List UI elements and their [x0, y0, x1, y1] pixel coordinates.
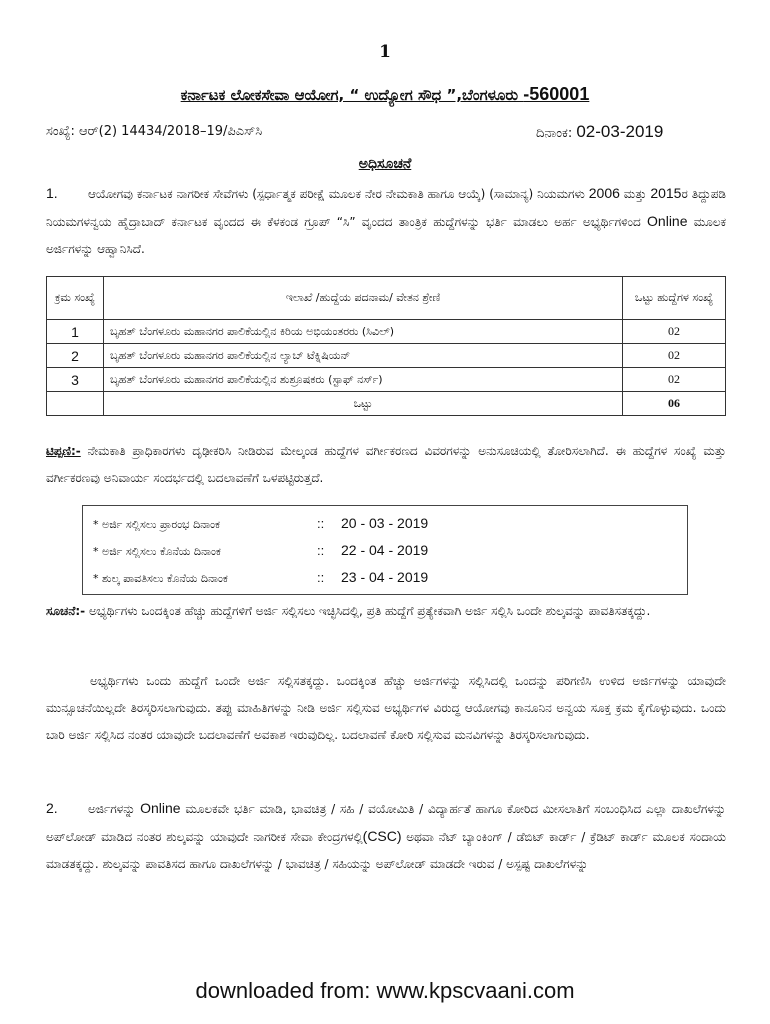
- date-row: [93, 537, 428, 563]
- total-label: ಒಟ್ಟು: [104, 392, 623, 416]
- paragraph-year: 2015: [650, 185, 682, 201]
- note-paragraph: [46, 438, 726, 492]
- row-post: ಬೃಹತ್ ಬೆಂಗಳೂರು ಮಹಾನಗರ ಪಾಲಿಕೆಯಲ್ಲಿನ ಶುಶ್ರೂಷಕರು (ಸ್ಟಾಫ್ ನರ್ಸ್): [104, 368, 623, 392]
- csc-text: (CSC): [362, 828, 402, 844]
- header-count: ಒಟ್ಟು ಹುದ್ದೆಗಳ ಸಂಖ್ಯೆ: [623, 277, 726, 320]
- paragraph-text: ಮೂಲಕ ಅರ್ಜಿಗಳನ್ನು ಆಹ್ವಾನಿಸಿದೆ.: [46, 215, 727, 256]
- paragraph-text: ಆಯೋಗವು ಕರ್ನಾಟಕ ನಾಗರೀಕ ಸೇವೆಗಳು (ಸ್ಪರ್ಧಾತ್ಮಕ ಪರೀಕ್ಷೆ ಮೂಲಕ ನೇರ ನೇಮಕಾತಿ ಹಾಗೂ ಆಯ್ಕೆ) (ಸಾಮಾನ್ಯ) ನಿಯಮಗಳು: [88, 187, 589, 201]
- date-row: [93, 564, 428, 590]
- date-label: ದಿನಾಂಕ:: [536, 126, 577, 141]
- note-text: ನೇಮಕಾತಿ ಪ್ರಾಧಿಕಾರಗಳು ದೃಢೀಕರಿಸಿ ನೀಡಿರುವ ಮೇಲ್ಕಂಡ ಹುದ್ದೆಗಳ ವರ್ಗೀಕರಣದ ವಿವರಗಳನ್ನು ಅನುಸೂಚಿಯಲ್ಲಿ ತೋರಿಸಲಾಗಿದೆ. ಈ ಹುದ್ದೆಗಳ ಸಂಖ್ಯೆ ಮತ್ತು ವರ್ಗೀಕರಣವು ಅನಿವಾರ್ಯ ಸಂದರ್ಭದಲ್ಲಿ ಬದಲಾವಣೆಗೆ ಒಳಪಟ್ಟಿರುತ್ತದೆ.: [46, 444, 726, 485]
- date-value: 02-03-2019: [576, 122, 664, 141]
- paragraph-number: 2.: [46, 800, 58, 816]
- commission-heading: [0, 84, 770, 105]
- total-blank: [47, 392, 104, 416]
- table-header-row: [47, 277, 726, 320]
- row-serial: [47, 344, 104, 368]
- row-serial: [47, 320, 104, 344]
- table-total-row: [47, 392, 726, 416]
- paragraph-text: ಅರ್ಜಿಗಳನ್ನು: [88, 802, 141, 816]
- row-count: 02: [623, 368, 726, 392]
- posts-table: [46, 276, 726, 416]
- date-row-separator: ::: [317, 516, 325, 531]
- date-row-separator: ::: [317, 543, 325, 558]
- notification-date: [536, 122, 663, 142]
- heading-pincode: -560001: [523, 84, 590, 104]
- heading-text: ಕರ್ನಾಟಕ ಲೋಕಸೇವಾ ಆಯೋಗ, “ ಉದ್ಯೋಗ ಸೌಧ ”,ಬೆಂಗಳೂರು: [180, 86, 524, 104]
- date-row-separator: ::: [317, 570, 325, 585]
- date-row-value: 22 - 04 - 2019: [341, 542, 429, 558]
- instruction-text: ಅಭ್ಯರ್ಥಿಗಳು ಒಂದಕ್ಕಿಂತ ಹೆಚ್ಚು ಹುದ್ದೆಗಳಿಗೆ ಅರ್ಜಿ ಸಲ್ಲಿಸಲು ಇಚ್ಛಿಸಿದಲ್ಲಿ, ಪ್ರತಿ ಹುದ್ದೆಗೆ ಪ್ರತ್ಯೇಕವಾಗಿ ಅರ್ಜಿ ಸಲ್ಲಿಸಿ ಒಂದೇ ಶುಲ್ಕವನ್ನು ಪಾವತಿಸತಕ್ಕದ್ದು.: [85, 604, 651, 618]
- reference-number: ಸಂಖ್ಯೆ: ಆರ್(2) 14434/2018–19/ಪಿಎಸ್‌ಸಿ: [46, 124, 263, 139]
- instruction-label: ಸೂಚನೆ:-: [46, 604, 86, 618]
- header-post: ಇಲಾಖೆ /ಹುದ್ದೆಯ ಪದನಾಮ/ ವೇತನ ಶ್ರೇಣಿ: [104, 277, 623, 320]
- date-row: [93, 510, 428, 536]
- paragraph-text: ಮೂಲಕವೇ ಭರ್ತಿ ಮಾಡಿ, ಭಾವಚಿತ್ರ / ಸಹಿ / ವಯೋಮಿತಿ / ವಿದ್ಯಾರ್ಹತೆ ಹಾಗೂ ಕೋರಿದ ಮೀಸಲಾತಿಗೆ ಸಂಬಂಧಿಸಿದ ಎಲ್ಲಾ ದಾಖಲೆಗಳನ್ನು ಅಪ್‌ಲೋಡ್ ಮಾಡಿದ ನಂತರ ಶುಲ್ಕವನ್ನು ಯಾವುದೇ ನಾಗರೀಕ ಸೇವಾ ಕೇಂದ್ರಗಳಲ್ಲಿ: [46, 802, 726, 844]
- row-post: ಬೃಹತ್ ಬೆಂಗಳೂರು ಮಹಾನಗರ ಪಾಲಿಕೆಯಲ್ಲಿನ ಕಿರಿಯ ಅಭಿಯಂತರರು (ಸಿವಿಲ್): [104, 320, 623, 344]
- table-row: [47, 320, 726, 344]
- date-row-label: * ಅರ್ಜಿ ಸಲ್ಲಿಸಲು ಕೊನೆಯ ದಿನಾಂಕ: [93, 545, 221, 558]
- date-row-label: * ಶುಲ್ಕ ಪಾವತಿಸಲು ಕೊನೆಯ ದಿನಾಂಕ: [93, 572, 228, 585]
- online-text: Online: [140, 800, 181, 816]
- serial-number: 1: [71, 323, 79, 340]
- notification-title: ಅಧಿಸೂಚನೆ: [358, 156, 412, 172]
- important-dates-box: [82, 505, 688, 595]
- download-source-footer: downloaded from: www.kpscvaani.com: [195, 978, 575, 1003]
- table-row: [47, 344, 726, 368]
- single-application-paragraph: ಅಭ್ಯರ್ಥಿಗಳು ಒಂದು ಹುದ್ದೆಗೆ ಒಂದೇ ಅರ್ಜಿ ಸಲ್ಲಿಸತಕ್ಕದ್ದು. ಒಂದಕ್ಕಿಂತ ಹೆಚ್ಚು ಅರ್ಜಿಗಳನ್ನು ಸಲ್ಲಿಸಿದಲ್ಲಿ ಒಂದನ್ನು ಪರಿಗಣಿಸಿ ಉಳಿದ ಅರ್ಜಿಗಳನ್ನು ಯಾವುದೇ ಮುನ್ಸೂಚನೆಯಿಲ್ಲದೇ ತಿರಸ್ಕರಿಸಲಾಗುವುದು. ತಪ್ಪು ಮಾಹಿತಿಗಳನ್ನು ನೀಡಿ ಅರ್ಜಿ ಸಲ್ಲಿಸುವ ಅಭ್ಯರ್ಥಿಗಳ ವಿರುದ್ಧ ಆಯೋಗವು ಕಾನೂನಿನ ಅನ್ವಯ ಸೂಕ್ತ ಕ್ರಮ ಕೈಗೊಳ್ಳುವುದು. ಒಂದು ಬಾರಿ ಅರ್ಜಿ ಸಲ್ಲಿಸಿದ ನಂತರ ಯಾವುದೇ ಬದಲಾವಣೆಗೆ ಅವಕಾಶ ಇರುವುದಿಲ್ಲ. ಬದಲಾವಣೆ ಕೋರಿ ಸಲ್ಲಿಸುವ ಮನವಿಗಳನ್ನು ತಿರಸ್ಕರಿಸಲಾಗುವುದು.: [46, 674, 726, 742]
- row-post: ಬೃಹತ್ ಬೆಂಗಳೂರು ಮಹಾನಗರ ಪಾಲಿಕೆಯಲ್ಲಿನ ಲ್ಯಾಬ್ ಟೆಕ್ನಿಷಿಯನ್: [104, 344, 623, 368]
- row-serial: [47, 368, 104, 392]
- date-row-value: 23 - 04 - 2019: [341, 569, 429, 585]
- total-value: 06: [623, 392, 726, 416]
- date-row-value: 20 - 03 - 2019: [341, 515, 429, 531]
- row-count: 02: [623, 344, 726, 368]
- header-serial: ಕ್ರಮ ಸಂಖ್ಯೆ: [47, 277, 104, 320]
- table-row: [47, 368, 726, 392]
- serial-number: 3: [71, 371, 79, 388]
- paragraph-text: ರ ತಿದ್ದುಪಡಿ ನಿಯಮಗಳನ್ವಯ ಹೈದ್ರಾಬಾದ್ ಕರ್ನಾಟಕ ವೃಂದದ ಈ ಕೆಳಕಂಡ ಗ್ರೂಪ್ “ಸಿ” ವೃಂದದ ತಾಂತ್ರಿಕ ಹುದ್ದೆಗಳನ್ನು ಭರ್ತಿ ಮಾಡಲು ಅರ್ಹ ಅಭ್ಯರ್ಥಿಗಳಿಂದ: [46, 187, 726, 229]
- paragraph-2: [46, 795, 726, 878]
- online-text: Online: [647, 213, 688, 229]
- instruction-paragraph: [46, 598, 726, 625]
- paragraph-number: 1.: [46, 185, 58, 201]
- paragraph-text: ಅಥವಾ ನೆಟ್ ಬ್ಯಾಂಕಿಂಗ್ / ಡೆಬಿಟ್ ಕಾರ್ಡ್ / ಕ್ರೆಡಿಟ್ ಕಾರ್ಡ್ ಮೂಲಕ ಸಂದಾಯ ಮಾಡತಕ್ಕದ್ದು. ಶುಲ್ಕವನ್ನು ಪಾವತಿಸದ ಹಾಗೂ ದಾಖಲೆಗಳನ್ನು / ಭಾವಚಿತ್ರ / ಸಹಿಯನ್ನು ಅಪ್‌ಲೋಡ್ ಮಾಡದೇ ಇರುವ / ಅಸ್ಪಷ್ಟ ದಾಖಲೆಗಳನ್ನು: [46, 830, 726, 871]
- paragraph-year: 2006: [588, 185, 620, 201]
- paragraph-text: ಮತ್ತು: [619, 187, 651, 201]
- note-label: ಟಿಪ್ಪಣಿ:-: [46, 444, 81, 458]
- serial-number: 2: [71, 347, 79, 364]
- date-row-label: * ಅರ್ಜಿ ಸಲ್ಲಿಸಲು ಪ್ರಾರಂಭ ದಿನಾಂಕ: [93, 518, 220, 531]
- page-number: 1: [379, 42, 391, 62]
- row-count: 02: [623, 320, 726, 344]
- paragraph-1: [46, 180, 726, 263]
